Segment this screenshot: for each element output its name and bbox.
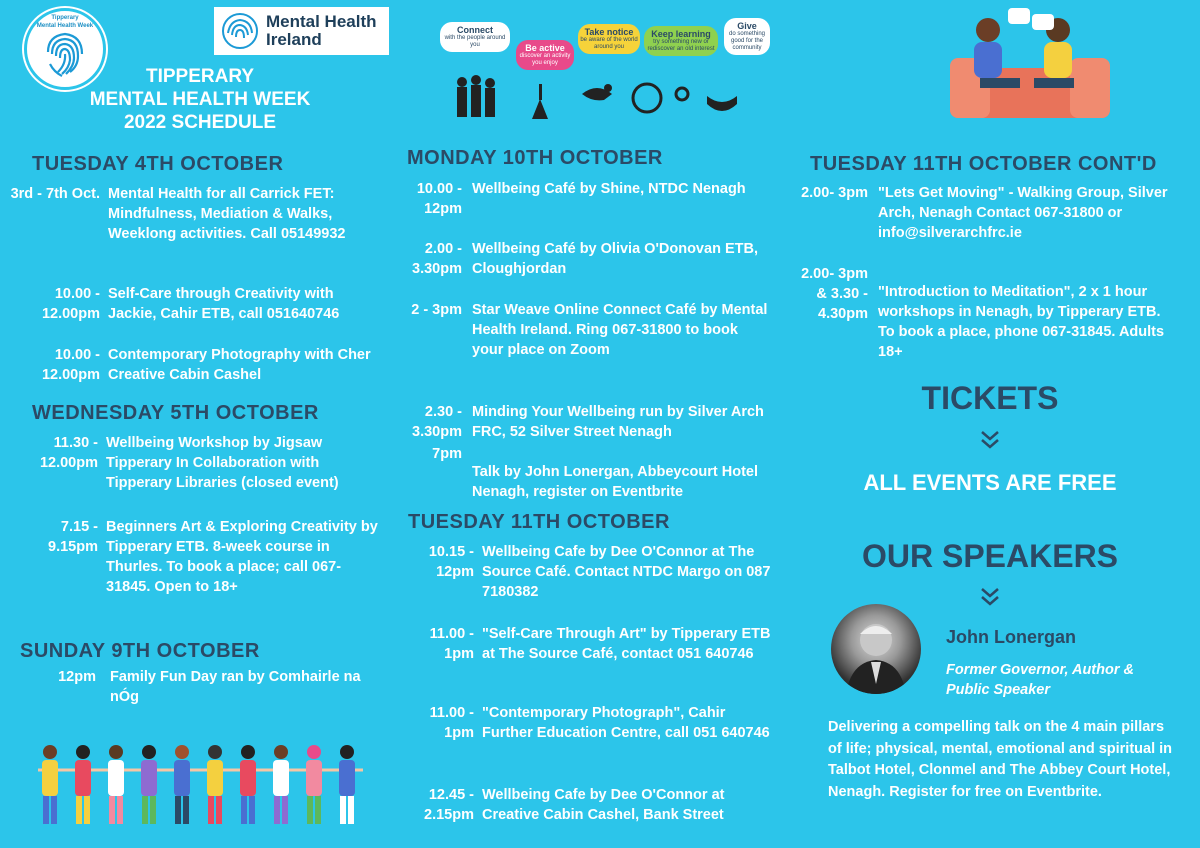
event-desc: Wellbeing Workshop by Jigsaw Tipperary In Collaboration with Tipperary Libraries (closed event) — [106, 435, 339, 491]
event-desc: "Lets Get Moving" - Walking Group, Silver Arch, Nenagh Contact 067-31800 or info@silverarchfrc.ie — [878, 185, 1168, 241]
event-time: 2.00- 3pm & 3.30 - 4.30pm — [801, 266, 868, 322]
event-time: 2 - 3pm — [411, 302, 462, 318]
bubble-keep-learning-label: Keep learning — [651, 29, 711, 39]
bubble-take-notice-sub: be aware of the world around you — [580, 37, 638, 50]
title-line3: 2022 SCHEDULE — [123, 112, 277, 133]
event-time: 3rd - 7th Oct. — [10, 186, 100, 202]
event-desc: "Introduction to Meditation", 2 x 1 hour workshops in Nenagh, by Tipperary ETB. To book a place, phone 067-31845. Adults 18+ — [878, 284, 1165, 360]
chevron-down-icon — [970, 428, 1010, 452]
event-time: 2.00- 3pm — [801, 185, 868, 201]
bubble-connect-label: Connect — [457, 25, 493, 35]
bubble-give-sub: do something good for the community — [728, 31, 766, 51]
event-time: 2.30 - 3.30pm — [412, 404, 462, 440]
heading-monday-10th: MONDAY 10TH OCTOBER — [407, 147, 663, 169]
event-item — [10, 667, 380, 707]
five-ways-banner — [432, 12, 782, 127]
event-item — [10, 284, 380, 324]
event-item — [400, 703, 780, 743]
bubble-keep-learning — [644, 26, 718, 56]
bubble-give-label: Give — [737, 21, 757, 31]
bubble-connect-sub: with the people around you — [444, 35, 506, 48]
bubble-connect — [440, 22, 510, 52]
event-desc: Self-Care through Creativity with Jackie, Cahir ETB, call 051640746 — [108, 286, 340, 322]
event-time: 11.00 - 1pm — [429, 705, 474, 741]
event-time: 10.00 - 12.00pm — [41, 286, 100, 322]
mhi-line1: Mental Health — [266, 12, 377, 31]
bubble-be-active-label: Be active — [525, 43, 565, 53]
title-line2: MENTAL HEALTH WEEK — [89, 89, 311, 110]
heading-wednesday-5th: WEDNESDAY 5TH OCTOBER — [32, 402, 319, 424]
event-time: 10.00 - 12.00pm — [41, 347, 100, 383]
couple-talking-illustration — [940, 8, 1120, 128]
speaker-photo — [831, 604, 921, 694]
event-time: 7pm — [432, 446, 462, 462]
chevron-down-icon — [970, 585, 1010, 609]
heading-sunday-9th: SUNDAY 9TH OCTOBER — [20, 640, 260, 662]
logo-text-top: Tipperary — [51, 15, 79, 21]
event-item — [10, 517, 380, 597]
mhi-swirl-icon — [220, 11, 260, 51]
heading-tuesday-11th: TUESDAY 11TH OCTOBER — [408, 511, 670, 533]
event-item — [10, 433, 380, 493]
five-ways-icons — [432, 74, 782, 126]
speaker-role: Former Governor, Author & Public Speaker — [946, 662, 1134, 698]
event-item — [400, 542, 780, 602]
event-item — [400, 300, 780, 360]
event-desc: Family Fun Day ran by Comhairle na nÓg — [110, 669, 361, 705]
bubble-be-active-sub: discover an activity you enjoy — [519, 53, 571, 66]
tickets-heading: TICKETS — [921, 380, 1059, 416]
bubble-take-notice-label: Take notice — [584, 27, 634, 37]
event-desc: Talk by John Lonergan, Abbeycourt Hotel Nenagh, register on Eventbrite — [472, 464, 758, 500]
event-desc: Star Weave Online Connect Café by Mental Health Ireland. Ring 067-31800 to book your place on Zoom — [472, 302, 768, 358]
event-item — [400, 444, 780, 502]
event-time: 10.00 - 12pm — [416, 181, 462, 217]
event-desc: Beginners Art & Exploring Creativity by Tipperary ETB. 8-week course in Thurles. To book a place; call 067-31845. Open to 18+ — [106, 519, 378, 595]
page-title — [60, 65, 340, 134]
event-item — [400, 785, 780, 825]
event-time: 12pm — [58, 669, 96, 685]
event-desc: Wellbeing Café by Olivia O'Donovan ETB, Cloughjordan — [472, 241, 758, 277]
event-time: 12.45 - 2.15pm — [424, 787, 474, 823]
bubble-be-active — [516, 40, 574, 70]
event-desc: Wellbeing Café by Shine, NTDC Nenagh — [472, 181, 746, 197]
logo-text-bottom: Mental Health Week — [36, 23, 94, 29]
bubble-take-notice — [578, 24, 640, 54]
event-item — [400, 624, 780, 664]
event-item — [10, 184, 380, 244]
event-time: 11.30 - 12.00pm — [39, 435, 98, 471]
tickets-free-text: ALL EVENTS ARE FREE — [863, 470, 1117, 495]
heading-tuesday-4th: TUESDAY 4TH OCTOBER — [32, 153, 284, 175]
heading-tuesday-11th-contd: TUESDAY 11TH OCTOBER CONT'D — [810, 153, 1157, 175]
event-item — [10, 345, 380, 385]
event-time: 7.15 - 9.15pm — [48, 519, 98, 555]
event-desc: Contemporary Photography with Cher Creative Cabin Cashel — [108, 347, 371, 383]
event-item — [400, 179, 780, 219]
event-item — [400, 402, 780, 442]
person-icon — [831, 604, 921, 694]
mhi-line2: Ireland — [266, 30, 322, 49]
bubble-keep-learning-sub: try something new or rediscover an old interest — [647, 39, 715, 52]
people-holding-hands-illustration — [28, 740, 373, 830]
bubble-give — [724, 18, 770, 55]
speaker-name: John Lonergan — [946, 627, 1076, 647]
event-item — [400, 239, 780, 279]
event-item — [800, 183, 1180, 243]
event-time: 2.00 - 3.30pm — [412, 241, 462, 277]
event-item — [800, 264, 1180, 362]
event-desc: "Contemporary Photograph", Cahir Further Education Centre, call 051 640746 — [482, 705, 770, 741]
mental-health-ireland-logo — [214, 7, 389, 55]
speaker-bio: Delivering a compelling talk on the 4 main pillars of life; physical, mental, emotional and spiritual in Talbot Hotel, Clonmel and The Abbey Court Hotel, Nenagh. Register for free on Eventbrite. — [828, 719, 1173, 800]
event-desc: Wellbeing Cafe by Dee O'Connor at The Source Café. Contact NTDC Margo on 087 7180382 — [482, 544, 771, 600]
speakers-heading: OUR SPEAKERS — [861, 538, 1119, 574]
event-desc: Mental Health for all Carrick FET: Mindfulness, Mediation & Walks, Weeklong activities. Call 05149932 — [108, 186, 346, 242]
event-desc: Wellbeing Cafe by Dee O'Connor at Creative Cabin Cashel, Bank Street — [482, 787, 725, 823]
event-desc: "Self-Care Through Art" by Tipperary ETB at The Source Café, contact 051 640746 — [482, 626, 771, 662]
event-desc: Minding Your Wellbeing run by Silver Arch FRC, 52 Silver Street Nenagh — [472, 404, 764, 440]
event-time: 10.15 - 12pm — [428, 544, 474, 580]
event-time: 11.00 - 1pm — [429, 626, 474, 662]
title-line1: TIPPERARY — [145, 66, 255, 87]
